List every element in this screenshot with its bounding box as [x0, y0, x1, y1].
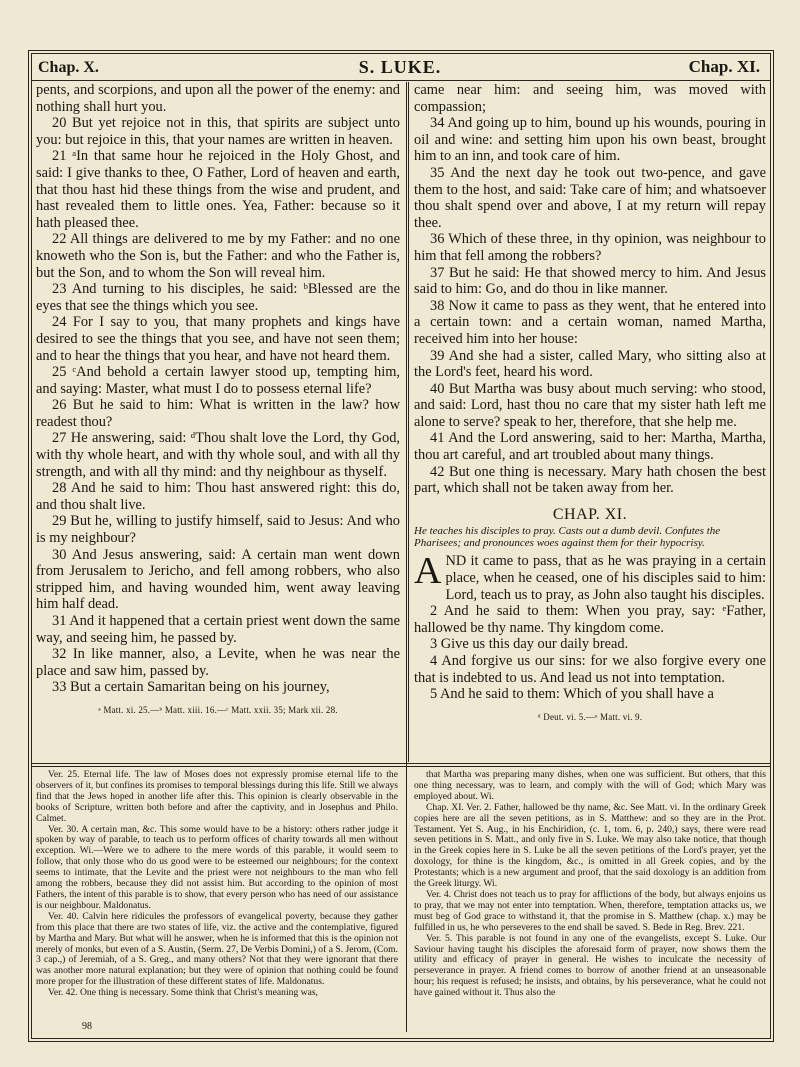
note: Ver. 42. One thing is necessary. Some think that Christ's meaning was,: [48, 987, 318, 999]
verse: 26 But he said to him: What is written in the law? how readest thou?: [36, 397, 400, 430]
verse: 33 But a certain Samaritan being on his journey,: [52, 679, 330, 696]
verse: 42 But one thing is necessary. Mary hath chosen the best part, which shall not be taken away from her.: [414, 463, 766, 497]
header-right: Chap. XI.: [688, 57, 760, 76]
note: Ver. 30. A certain man, &c. This some would have to be a history: others rather judge it spoken by way of parable, to teach us to perform offices of charity towards all men without exception. Wi.—Were we to adhere to the mere words of this parable, it would seem to follow, that only those who do us good were to be esteemed our neighbours; for the context seems to intimate, that the Levite and the priest were not neighbours to the man who fell among the robbers, because they did not assist him. But according to the opinion of most Fathers, the intent of this parable is to show, that every person who has need of our assistance is our neighbour. Maldonatus.: [36, 823, 398, 911]
verse: 36 Which of these three, in thy opinion, was neighbour to him that fell among the robbers?: [414, 231, 766, 264]
verse: 40 But Martha was busy about much serving: who stood, and said: Lord, hast thou no care that my sister hath left me alone to serve? speak to her, therefore, that she help me.: [414, 380, 766, 430]
verse: 38 Now it came to pass as they went, that he entered into a certain town: and a certain woman, named Martha, received him into her house:: [414, 297, 766, 347]
verse: 24 For I say to you, that many prophets and kings have desired to see the things that you see, and have not seen them; and to hear the things that you hear, and have not heard them.: [36, 314, 400, 364]
verse: 23 And turning to his disciples, he said: ᵇBlessed are the eyes that see the things which you see.: [36, 281, 400, 314]
header-left: Chap. X.: [38, 59, 99, 76]
note: Ver. 4. Christ does not teach us to pray for afflictions of the body, but always enjoins us to pray, that we may not enter into temptation. When, therefore, temptation attacks us, we must beg of God grace to withstand it, that the promise in S. Matthew (chap. x.) may be fulfilled in us, he who perseveres to the end shall be saved. S. Bede in Reg. Brev. 221.: [414, 888, 766, 933]
verse: 34 And going up to him, bound up his wounds, pouring in oil and wine: and setting him upon his own beast, brought him to an inn, and took care of him.: [414, 115, 766, 165]
verse: 20 But yet rejoice not in this, that spirits are subject unto you: but rejoice in this, that your names are written in heaven.: [36, 115, 400, 148]
running-header: [34, 54, 766, 80]
notes-rule: [31, 763, 771, 764]
verse: 32 In like manner, also, a Levite, when he was near the place and saw him, passed by.: [36, 646, 400, 679]
verse: 5 And he said to them: Which of you shall have a: [430, 686, 714, 703]
verse: 37 But he said: He that showed mercy to him. And Jesus said to him: Go, and do thou in like manner.: [414, 264, 766, 298]
notes-rule-inner: [31, 766, 771, 767]
verse: 22 All things are delivered to me by my Father: and no one knoweth who the Son is, but the Father: and who the Father is, but the Son, and to whom the Son will reveal him.: [36, 231, 400, 281]
verse: pents, and scorpions, and upon all the power of the enemy: and nothing shall hurt you.: [36, 82, 400, 115]
verse: 28 And he said to him: Thou hast answered right: this do, and thou shalt live.: [36, 480, 400, 513]
verse: 35 And the next day he took out two-pence, and gave them to the host, and said: Take care of him; and whatsoever thou shalt spend over and above, I at my return will repay thee.: [414, 164, 766, 231]
note: Chap. XI. Ver. 2. Father, hallowed be thy name, &c. See Matt. vi. In the ordinary Greek copies here are all the seven petitions, as in S. Matthew: and so they are in the Prot. Testament. Yet S. Aug., in his Enchiridion, (c. 1, tom. 6, p. 240,) says, there were read seven petitions in S. Matt., and only five in S. Luke. We may also take notice, that though in the Greek copies here in S. Luke be all the seven petitions of the Lord's prayer, yet the doxology, for thine is the kingdom, &c., is omitted in all Greek copies, and by the Protestants; which is a new argument and proof, that the said doxology is an addition from the Greek liturgy. Wi.: [414, 801, 766, 890]
verse: 41 And the Lord answering, said to her: Martha, Martha, thou art careful, and art troubled about many things.: [414, 430, 766, 464]
page-number: 98: [82, 1021, 92, 1032]
column-divider-inner: [408, 82, 409, 762]
verse: 21 ᵃIn that same hour he rejoiced in the Holy Ghost, and said: I give thanks to thee, O Father, Lord of heaven and earth, that thou hast hid these things from the wise and prudent, and hast revealed them to little ones. Yea, Father: because so it hath pleased thee.: [36, 148, 400, 231]
chapter-summary: He teaches his disciples to pray. Casts out a dumb devil. Confutes the Pharisees; and pronounces woes against them for their hypocrisy.: [414, 525, 721, 550]
verse: 29 But he, willing to justify himself, said to Jesus: And who is my neighbour?: [36, 513, 400, 547]
right-text-column: [414, 82, 766, 725]
verse: 25 ᶜAnd behold a certain lawyer stood up, tempting him, and saying: Master, what must I do to possess eternal life?: [36, 364, 400, 397]
verse-1: ND it came to pass, that as he was praying in a certain place, when he ceased, one of his disciples said to him: Lord, teach us to pray, as John also taught his disciples.: [445, 553, 766, 603]
header-title: S. LUKE.: [358, 57, 442, 77]
right-footnote: ᵈ Deut. vi. 5.—ᵉ Matt. vi. 9.: [537, 711, 643, 722]
note: that Martha was preparing many dishes, when one was sufficient. But others, that this one thing necessary, was to learn, and comply with the will of God; which Mary was employed about. Wi.: [414, 769, 766, 802]
commentary-right: [414, 770, 766, 999]
left-text-column: [36, 82, 400, 719]
verse: 27 He answering, said: ᵈThou shalt love the Lord, thy God, with thy whole heart, and with thy whole soul, and with all thy strength, and with all thy mind: and thy neighbour as thyself.: [36, 430, 400, 480]
column-divider: [406, 82, 407, 1032]
verse: 31 And it happened that a certain priest went down the same way, and seeing him, he passed by.: [36, 613, 400, 646]
note: Ver. 5. This parable is not found in any one of the evangelists, except S. Luke. Our Saviour having taught his disciples the aforesaid form of prayer, now shows them the utility and efficacy of prayer in general. He wishes to inculcate the necessity of perseverance in prayer. A friend comes to borrow of another friend at an unseasonable hour; his request is refused; he insists, and obtains, by his perseverance, what he could not have gained without it. Thus also the: [414, 932, 766, 999]
chapter-opening: [414, 550, 766, 603]
note: Ver. 40. Calvin here ridicules the professors of evangelical poverty, because they gather from this place that there are two states of life, viz. the active and the contemplative, figured by Martha and Mary. But what will he answer, when he is informed that this is the opinion not merely of monks, but even of a S. Austin, (Serm. 27, De Verbis Domini,) of a S. Jerom, (Com. 3 cap.,) of Jeremiah, of a S. Greg., and many others? Not that they were ignorant that there was another more natural explanation; but they were of opinion that nothing could be found more proper for the illustration of these different states of life. Maldonatus.: [36, 910, 398, 988]
commentary-left: [36, 770, 398, 999]
left-footnote: ᵃ Matt. xi. 25.—ᵇ Matt. xiii. 16.—ᶜ Matt. xxii. 35; Mark xii. 28.: [98, 704, 338, 715]
drop-cap: A: [414, 550, 442, 593]
chapter-heading: CHAP. XI.: [552, 505, 628, 523]
note: Ver. 25. Eternal life. The law of Moses does not expressly promise eternal life to the observers of it, but confines its promises to temporal blessings during this life. Still we always find that the Jews hoped in another life after this. This opinion is clearly observable in the books of Scripture, written both before and after the captivity, and in Josephus and Philo. Calmet.: [36, 769, 398, 824]
verse: 4 And forgive us our sins: for we also forgive every one that is indebted to us. And lead us not into temptation.: [414, 653, 766, 686]
verse: 2 And he said to them: When you pray, say: ᵉFather, hallowed be thy name. Thy kingdom come.: [414, 603, 766, 636]
verse: 30 And Jesus answering, said: A certain man went down from Jerusalem to Jericho, and fell among robbers, who also stripped him, and having wounded him, went away leaving him half dead.: [36, 546, 400, 613]
verse: 3 Give us this day our daily bread.: [430, 636, 629, 653]
verse: came near him: and seeing him, was moved with compassion;: [414, 82, 766, 115]
header-rule: [31, 80, 771, 81]
verse: 39 And she had a sister, called Mary, who sitting also at the Lord's feet, heard his word.: [414, 347, 766, 381]
